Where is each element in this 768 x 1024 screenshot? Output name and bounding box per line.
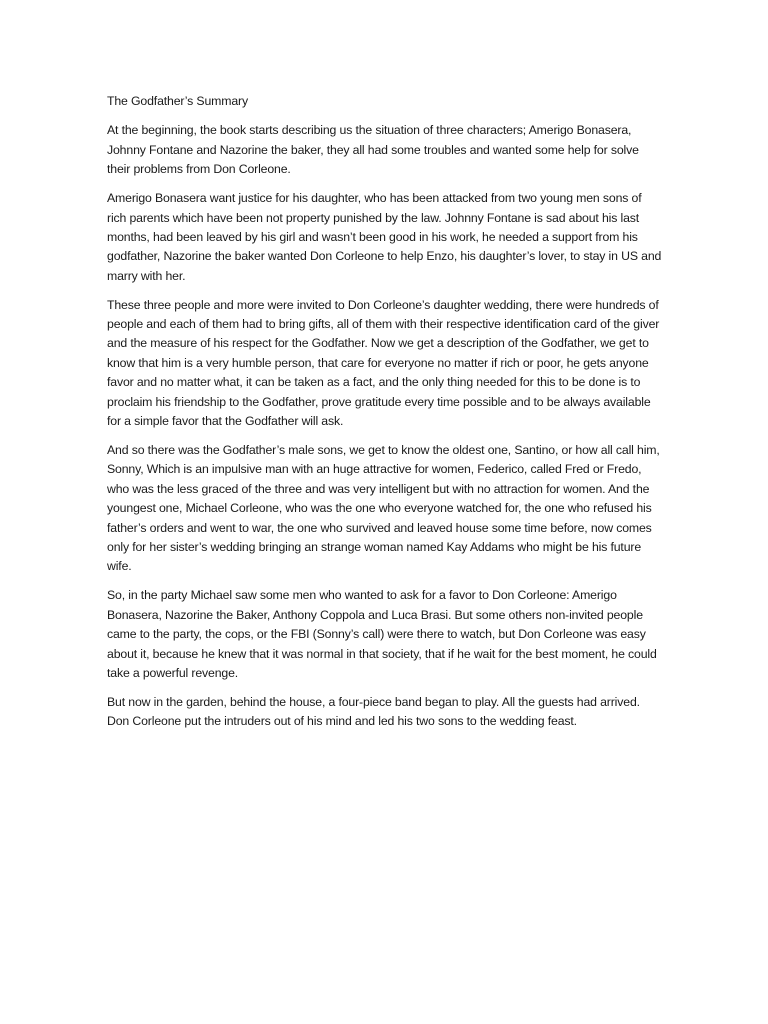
document-title: The Godfather’s Summary <box>107 94 248 108</box>
paragraph-party: So, in the party Michael saw some men who wanted to ask for a favor to Don Corleone: Amerigo Bonasera, Nazorine the Baker, Anthony Coppola and Luca Brasi. But some others non-invited people came to the party, the cops, or the FBI (Sonny’s call) were there to watch, but Don Corleone was easy about it, because he knew that it was normal in that society, that if he wait for the best moment, he could take a powerful revenge. <box>107 588 657 680</box>
document-body <box>107 92 663 741</box>
paragraph-garden: But now in the garden, behind the house, a four-piece band began to play. All the guests had arrived. Don Corleone put the intruders out of his mind and led his two sons to the wedding feast. <box>107 694 640 729</box>
paragraph-bonasera: Amerigo Bonasera want justice for his daughter, who has been attacked from two young men sons of rich parents which have been not property punished by the law. Johnny Fontane is sad about his last months, had been leaved by his girl and wasn’t been good in his work, he needed a support from his godfather, Nazorine the baker wanted Don Corleone to help Enzo, his daughter’s lover, to stay in US and marry with her. <box>107 191 662 283</box>
paragraph-intro: At the beginning, the book starts describing us the situation of three characters; Amerigo Bonasera, Johnny Fontane and Nazorine the baker, they all had some troubles and wanted some help for solve their problems from Don Corleone. <box>107 123 639 177</box>
paragraph-wedding: These three people and more were invited to Don Corleone’s daughter wedding, there were hundreds of people and each of them had to bring gifts, all of them with their respective identification card of the giver and the measure of his respect for the Godfather. Now we get a description of the Godfather, we get to know that him is a very humble person, that care for everyone no matter if rich or poor, he gets anyone favor and no matter what, it can be taken as a fact, and the only thing needed for this to be done is to proclaim his friendship to the Godfather, prove gratitude every time possible and to be always available for a simple favor that the Godfather will ask. <box>107 297 660 429</box>
paragraph-sons: And so there was the Godfather’s male sons, we get to know the oldest one, Santino, or how all call him, Sonny, Which is an impulsive man with an huge attractive for women, Federico, called Fred or Fredo, who was the less graced of the three and was very intelligent but with no attraction for women. And the youngest one, Michael Corleone, who was the one who everyone watched for, the one who refused his father’s orders and went to war, the one who survived and leaved house some time before, now comes only for her sister’s wedding bringing an strange woman named Kay Addams who might be his future wife. <box>107 443 660 574</box>
